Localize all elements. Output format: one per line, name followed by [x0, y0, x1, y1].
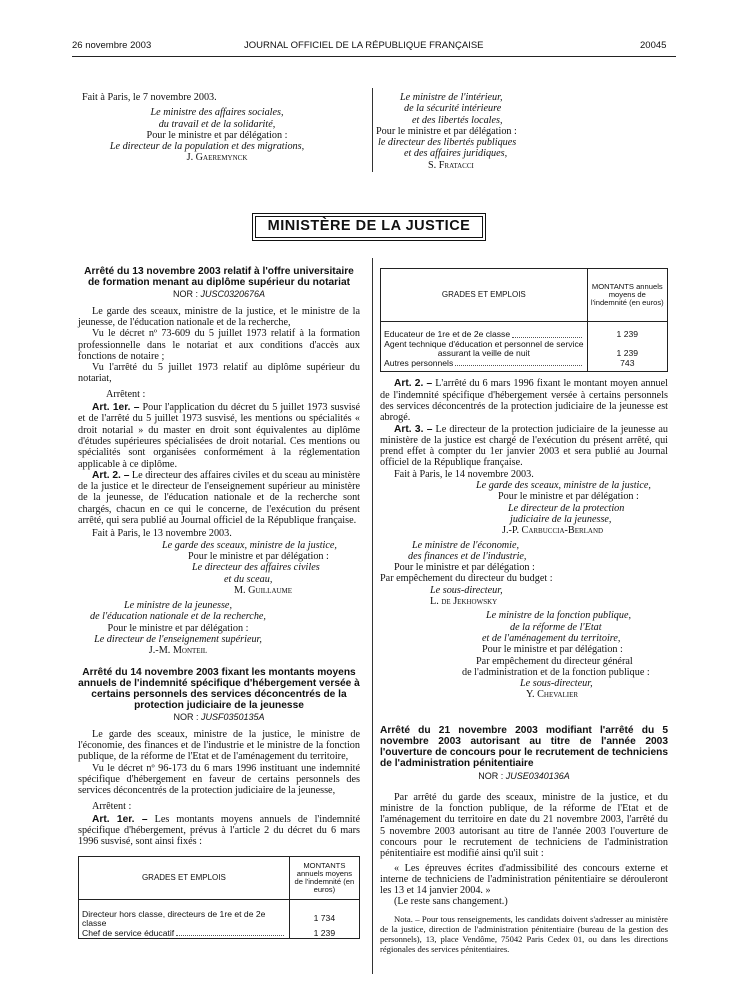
column-divider	[372, 88, 373, 172]
sig-line: de l'éducation nationale et de la recherche,	[90, 611, 266, 623]
sig-line: de la sécurité intérieure	[404, 103, 502, 115]
sig-line: Pour le ministre et par délégation :	[498, 491, 639, 503]
sig-line: et des affaires juridiques,	[404, 148, 508, 160]
table-row	[381, 322, 668, 340]
grade-cell	[79, 899, 290, 929]
table-header-grades: GRADES ET EMPLOIS	[381, 269, 588, 322]
article-2	[380, 378, 668, 423]
table-row	[381, 359, 668, 372]
article-title: Arrêté du 14 novembre 2003 fixant les montants moyens annuels de l'indemnité spécifique d'hébergement versée à certains personnels des services déconcentrés de la protection judiciaire de la jeunesse	[78, 666, 360, 712]
paragraph: Par arrêté du garde des sceaux, ministre de la justice, et du ministre de la fonction publique, de la réforme de l'Etat et de l'aménagement du territoire en date du 21 novembre 2003, l'arrêté du 5 novembre 2003 autorisant au titre de l'année 2003 l'ouverture de concours pour le recrutement de techniciens de l'administration pénitentiaire est modifié ainsi qu'il suit :	[380, 791, 668, 860]
sig-line: Le ministre de la jeunesse,	[124, 600, 232, 612]
leader-dots	[176, 929, 284, 937]
fait-line: Fait à Paris, le 14 novembre 2003.	[394, 468, 534, 480]
nor-code: JUSF0350135A	[200, 712, 265, 723]
sig-line: de la réforme de l'Etat	[510, 621, 602, 633]
amount-cell: 1 239	[289, 929, 359, 939]
sig-line: Le ministre de la fonction publique,	[486, 610, 632, 622]
page-header	[72, 40, 672, 54]
sig-line: Le ministre de l'intérieur,	[400, 92, 503, 103]
sig-line: Pour le ministre et par délégation :	[188, 550, 329, 562]
nor-reference	[78, 712, 360, 723]
sig-line: Le ministre des affaires sociales,	[150, 107, 284, 119]
article-text: Pour l'application du décret du 5 juillet 1973 susvisé et de l'arrêté du 5 juillet 1973 susvisé, les mentions ou spécialités « droit notarial » du master en droit sont équivalentes au diplôme d'études supérieures spécialisées de droit notarial. Ces mentions ou spécialités sont organisées conformément à la réglementation applicable à ce diplôme.	[78, 402, 361, 470]
left-column	[78, 266, 360, 939]
signatory-name: M. Guillaume	[234, 584, 293, 596]
article-label: Art. 2. –	[394, 378, 433, 390]
signatory-name: J.-P. Carbuccia-Berland	[502, 525, 604, 537]
signatory-name: J. Gaeremynck	[186, 152, 248, 164]
sig-line: Le sous-directeur,	[520, 678, 593, 690]
signature-block	[380, 480, 668, 536]
sig-line: et de l'aménagement du territoire,	[482, 632, 621, 644]
sig-line: Le directeur de l'enseignement supérieur,	[94, 634, 262, 646]
right-column	[380, 268, 668, 954]
nor-reference	[78, 289, 360, 300]
amount-cell: 1 239	[587, 340, 667, 359]
article-text: Le directeur des affaires civiles et du sceau au ministère de la justice et le directeur de l'enseignement supérieur au ministère de la jeunesse, de l'éducation nationale et de la recherche sont chargés, chacun en ce qui le concerne, de l'exécution du présent arrêté, qui sera publié au Journal officiel de la République française.	[78, 469, 361, 527]
article-title: Arrêté du 13 novembre 2003 relatif à l'offre universitaire de formation menant au diplôme supérieur du notariat	[84, 266, 354, 289]
grade-label: Autres personnels	[384, 357, 454, 368]
article-title: Arrêté du 21 novembre 2003 modifiant l'arrêté du 5 novembre 2003 autorisant au titre de l'année 2003 l'ouverture de concours pour le recrutement de techniciens de l'administration pénitentiaire	[380, 724, 668, 770]
paragraph: (Le reste sans changement.)	[394, 896, 508, 908]
sig-line: du travail et de la solidarité,	[158, 118, 276, 130]
article-1	[78, 814, 360, 848]
signatory-name: Y. Chevalier	[526, 689, 579, 701]
arretent: Arrêtent :	[106, 388, 146, 400]
grade-cell: Agent technique d'éducation et personnel de service assurant la veille de nuit	[381, 340, 588, 359]
grade-label: Educateur de 1re et de 2e classe	[384, 329, 511, 339]
signatory-name: S. Fratacci	[428, 159, 474, 171]
grade-cell	[381, 322, 588, 340]
header-rule	[72, 56, 676, 57]
table-row	[79, 899, 360, 929]
leader-dots	[455, 359, 581, 367]
paragraph: Vu l'arrêté du 5 juillet 1973 relatif au diplôme supérieur du notariat,	[78, 362, 360, 385]
table-row	[79, 929, 360, 939]
signatory-name: J.-M. Monteil	[148, 645, 208, 657]
table-row	[381, 340, 668, 359]
sig-line: Le directeur des affaires civiles	[192, 562, 320, 574]
sig-line: Pour le ministre et par délégation :	[482, 644, 623, 656]
nor-reference	[380, 771, 668, 782]
sig-line: et du sceau,	[224, 573, 273, 585]
signature-block	[78, 540, 360, 596]
leader-dots	[512, 330, 582, 338]
article-label: Art. 3. –	[394, 423, 433, 435]
sig-line: Par empêchement du directeur du budget :	[380, 573, 553, 585]
ministry-heading-text: MINISTÈRE DE LA JUSTICE	[267, 218, 471, 235]
grade-cell	[381, 359, 588, 372]
sig-line: Pour le ministre et par délégation :	[146, 129, 288, 141]
table-header-amounts: MONTANTS annuels moyens de l'indemnité (en euros)	[289, 856, 359, 899]
sig-line: judiciaire de la jeunesse,	[510, 513, 612, 525]
note: Nota. – Pour tous renseignements, les candidats doivent s'adresser au ministère de la justice, direction de l'administration pénitentiaire (bureau de la gestion des personnels), 13, place Vendôme, 75042 Paris Cedex 01, ou dans les directions régionales des services pénitentiaires.	[380, 913, 668, 954]
amount-cell: 743	[587, 359, 667, 372]
table-header-grades: GRADES ET EMPLOIS	[79, 856, 290, 899]
nor-code: JUSE0340136A	[505, 770, 570, 781]
allowance-table	[78, 856, 360, 940]
sig-line: Pour le ministre et par délégation :	[107, 622, 249, 634]
grade-label: Directeur hors classe, directeurs de 1re et de 2e classe	[82, 908, 266, 929]
sig-line: Par empêchement du directeur général	[476, 655, 633, 667]
arretent: Arrêtent :	[92, 800, 132, 812]
signature-block	[380, 540, 668, 608]
sig-line: Le ministre de l'économie,	[412, 539, 520, 551]
nor-label: NOR :	[172, 289, 198, 300]
sig-line: le directeur des libertés publiques	[378, 137, 517, 149]
article-2	[78, 470, 360, 526]
article-3	[380, 424, 668, 469]
sig-line: Le garde des sceaux, ministre de la justice,	[476, 480, 651, 492]
article-1	[78, 402, 360, 470]
grade-cell	[79, 929, 290, 939]
sig-line: Le directeur de la protection	[508, 502, 625, 514]
signatory-name: L. de Jekhowsky	[430, 596, 498, 608]
paragraph: Vu le décret nº 96-173 du 6 mars 1996 instituant une indemnité spécifique d'hébergement en faveur de certains personnels des services déconcentrés de la protection judiciaire de la jeunesse,	[78, 762, 360, 797]
header-page-number: 20045	[640, 40, 667, 51]
sig-line: Le directeur de la population et des migrations,	[109, 141, 305, 153]
grade-label: Chef de service éducatif	[82, 927, 175, 938]
ministry-heading	[252, 213, 486, 241]
paragraph: Vu le décret nº 73-609 du 5 juillet 1973 relatif à la formation professionnelle dans le notariat et aux conditions d'accès aux fonctions de notaire ;	[78, 328, 360, 362]
sig-line: des finances et de l'industrie,	[408, 550, 527, 562]
article-text: Les montants moyens annuels de l'indemnité spécifique d'hébergement, prévus à l'article 2 du décret du 6 mars 1996 susvisé, sont ainsi fixés :	[78, 813, 360, 848]
nor-label: NOR :	[173, 712, 199, 723]
amount-cell: 1 734	[289, 899, 359, 929]
header-date: 26 novembre 2003	[72, 40, 152, 51]
article-label: Art. 1er. –	[92, 402, 140, 414]
paragraph: « Les épreuves écrites d'admissibilité des concours externe et interne de techniciens de l'administration pénitentiaire se dérouleront les 13 et 14 janvier 2004. »	[380, 862, 668, 897]
signature-block	[380, 610, 668, 700]
article-label: Art. 1er. –	[92, 813, 148, 825]
amount-cell: 1 239	[587, 322, 667, 340]
header-journal-title: JOURNAL OFFICIEL DE LA RÉPUBLIQUE FRANÇAISE	[244, 40, 484, 51]
nor-label: NOR :	[478, 770, 504, 781]
sig-line: Le garde des sceaux, ministre de la justice,	[162, 539, 337, 551]
signature-block	[78, 600, 278, 656]
paragraph: Le garde des sceaux, ministre de la justice, et le ministre de la jeunesse, de l'éducation nationale et de la recherche,	[78, 305, 360, 328]
top-right-signature	[376, 92, 656, 171]
allowance-table-continued	[380, 268, 668, 372]
top-left-signature	[82, 92, 352, 164]
sig-line: Le sous-directeur,	[430, 584, 503, 596]
column-divider	[372, 258, 373, 974]
article-text: Le directeur de la protection judiciaire de la jeunesse au ministère de la justice est chargé de l'exécution du présent arrêté, qui prend effet à compter du 1er janvier 2003 et sera publié au Journal officiel de la République française.	[380, 423, 668, 469]
sig-line: et des libertés locales,	[412, 114, 503, 126]
paragraph: Le garde des sceaux, ministre de la justice, le ministre de l'économie, des finances et de l'industrie et le ministre de la fonction publique, de la réforme de l'Etat et de l'aménagement du territoire,	[78, 728, 360, 763]
sig-line: Pour le ministre et par délégation :	[394, 562, 535, 574]
table-header-amounts: MONTANTS annuels moyens de l'indemnité (en euros)	[587, 269, 667, 322]
article-text: L'arrêté du 6 mars 1996 fixant le montant moyen annuel de l'indemnité spécifique d'hébergement versée à certains personnels des services déconcentrés de la protection judiciaire de la jeunesse est abrogé.	[380, 378, 668, 424]
article-label: Art. 2. –	[92, 469, 130, 481]
fait-line: Fait à Paris, le 7 novembre 2003.	[82, 92, 217, 103]
sig-line: Pour le ministre et par délégation :	[376, 125, 517, 137]
sig-line: de l'administration et de la fonction publique :	[462, 666, 650, 678]
nor-code: JUSC0320676A	[200, 289, 266, 300]
fait-line: Fait à Paris, le 13 novembre 2003.	[92, 528, 232, 540]
